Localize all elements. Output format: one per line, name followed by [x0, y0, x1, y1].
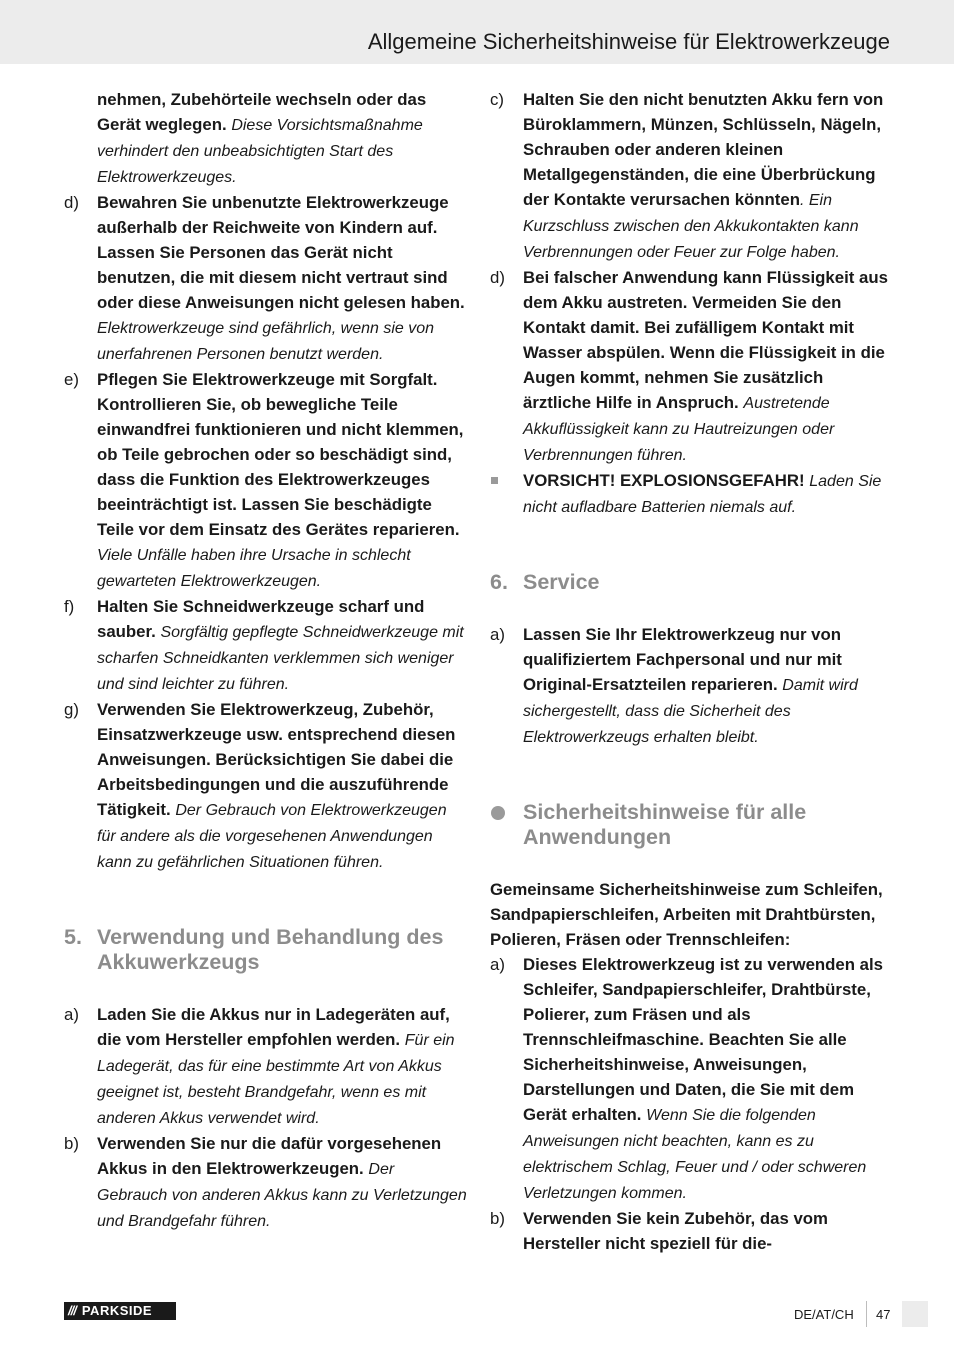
warning-italic-text: Laden Sie nicht aufladbare Batterien niemals auf.	[523, 473, 882, 516]
continued-bold-text: nehmen, Zubehörteile wechseln oder das Gerät weglegen.	[97, 90, 427, 134]
page-number: 47	[876, 1307, 891, 1322]
item-bold-text: Halten Sie Schneidwerkzeuge scharf und sauber.	[97, 597, 425, 641]
warning-item	[490, 468, 894, 520]
footer-tab	[902, 1301, 928, 1327]
section-all-heading	[490, 800, 894, 850]
list-item-g	[64, 697, 468, 875]
item-italic-text: Elektrowerkzeuge sind gefährlich, wenn sie von unerfahrenen Personen benutzt werden.	[97, 320, 435, 363]
list-item-d	[64, 190, 468, 367]
item-bold-text: Dieses Elektrowerkzeug ist zu verwenden als Schleifer, Sandpapierschleifer, Drahtbürste, Polierer, zum Fräsen und als Trennschleifmaschine. Beachten Sie alle Sicherheitshinweise, Anweisungen, Darstellungen und Daten, die Sie mit dem Gerät erhalten.	[523, 955, 884, 1124]
continued-italic-text: Diese Vorsichtsmaßnahme verhindert den unbeabsichtigten Start des Elektrowerkzeuges.	[97, 117, 423, 186]
list-item-6a	[490, 622, 894, 750]
parkside-logo	[64, 1302, 176, 1320]
item-italic-text: Der Gebrauch von Elektrowerkzeugen für andere als die vorgesehenen Anwendungen kann zu gefährlichen Situationen führen.	[97, 802, 447, 871]
item-label: a)	[490, 955, 505, 974]
section-lead: Gemeinsame Sicherheitshinweise zum Schleifen, Sandpapierschleifen, Arbeiten mit Drahtbürsten, Polieren, Fräsen oder Trennschleifen:	[490, 880, 883, 949]
item-label: d)	[490, 268, 505, 287]
footer-divider	[866, 1301, 867, 1327]
item-bold-text: Laden Sie die Akkus nur in Ladegeräten auf, die vom Hersteller empfohlen werden.	[97, 1005, 450, 1049]
item-label: e)	[64, 370, 79, 389]
item-label: c)	[490, 90, 504, 109]
item-label: d)	[64, 193, 79, 212]
item-label: a)	[490, 625, 505, 644]
item-bold-text: Halten Sie den nicht benutzten Akku fern von Büroklammern, Münzen, Schlüsseln, Nägeln, Schrauben oder anderen kleinen Metallgegenständen, die eine Überbrückung der Kontakte verursachen könnten	[523, 90, 884, 209]
item-bold-text: Verwenden Sie nur die dafür vorgesehenen Akkus in den Elektrowerkzeugen.	[97, 1134, 442, 1178]
section-number: 5.	[64, 925, 82, 949]
section-title: Verwendung und Behandlung des Akkuwerkzeugs	[97, 925, 444, 974]
list-item-all-b	[490, 1206, 894, 1256]
item-label: g)	[64, 700, 79, 719]
item-bold-text: Verwenden Sie Elektrowerkzeug, Zubehör, Einsatzwerkzeuge usw. entsprechend diesen Anweisungen. Berücksichtigen Sie dabei die Arbeitsbedingungen und die auszuführende Tätigkeit.	[97, 700, 456, 819]
item-label: b)	[490, 1209, 505, 1228]
circle-bullet-icon	[491, 806, 505, 820]
right-column	[490, 87, 894, 1256]
item-label: b)	[64, 1134, 79, 1153]
language-code: DE/AT/CH	[794, 1307, 854, 1322]
item-bold-text: Bewahren Sie unbenutzte Elektrowerkzeuge außerhalb der Reichweite von Kindern auf. Lassen Sie Personen das Gerät nicht benutzen, die mit diesem nicht vertraut sind oder diese Anweisungen nicht gelesen haben.	[97, 193, 465, 312]
continued-paragraph	[64, 87, 468, 190]
list-item-5b	[64, 1131, 468, 1234]
item-italic-text: Der Gebrauch von anderen Akkus kann zu Verletzungen und Brandgefahr führen.	[97, 1161, 467, 1230]
left-column	[64, 87, 468, 1234]
list-item-all-a	[490, 952, 894, 1206]
item-italic-text: . Ein Kurzschluss zwischen den Akkukontakten kann Verbrennungen oder Feuer zur Folge haben.	[523, 192, 859, 261]
warning-bold-text: VORSICHT! EXPLOSIONSGEFAHR!	[523, 471, 805, 490]
section-5-heading	[64, 925, 468, 975]
logo-slashes: ///	[68, 1303, 76, 1318]
section-number: 6.	[490, 570, 508, 594]
item-bold-text: Lassen Sie Ihr Elektrowerkzeug nur von qualifiziertem Fachpersonal und nur mit Original-Ersatzteilen reparieren.	[523, 625, 842, 694]
page-title: Allgemeine Sicherheitshinweise für Elektrowerkzeuge	[367, 29, 890, 54]
logo-brand: PARKSIDE	[81, 1303, 153, 1318]
item-italic-text: Damit wird sichergestellt, dass die Sicherheit des Elektrowerkzeugs erhalten bleibt.	[523, 677, 858, 746]
list-item-d	[490, 265, 894, 468]
item-italic-text: Austretende Akkuflüssigkeit kann zu Hautreizungen oder Verbrennungen führen.	[523, 395, 835, 464]
item-italic-text: Für ein Ladegerät, das für eine bestimmte Art von Akkus geeignet ist, besteht Brandgefahr, wenn es mit anderen Akkus verwendet wird.	[97, 1032, 455, 1127]
section-title: Service	[523, 570, 600, 594]
square-bullet-icon	[491, 477, 498, 484]
item-bold-text: Pflegen Sie Elektrowerkzeuge mit Sorgfalt. Kontrollieren Sie, ob bewegliche Teile einwandfrei funktionieren und nicht klemmen, ob Teile gebrochen oder so beschädigt sind, dass die Funktion des Elektrowerkzeuges beeinträchtigt ist. Lassen Sie beschädigte Teile vor dem Einsatz des Gerätes reparieren.	[97, 370, 464, 539]
list-item-f	[64, 594, 468, 697]
section-title: Sicherheitshinweise für alle Anwendungen	[523, 800, 807, 849]
item-bold-text: Bei falscher Anwendung kann Flüssigkeit aus dem Akku austreten. Vermeiden Sie den Kontakt damit. Bei zufälligem Kontakt mit Wasser abspülen. Wenn die Flüssigkeit in die Augen kommt, nehmen Sie zusätzlich ärztliche Hilfe in Anspruch.	[523, 268, 888, 412]
item-label: a)	[64, 1005, 79, 1024]
item-italic-text: Wenn Sie die folgenden Anweisungen nicht beachten, kann es zu elektrischem Schlag, Feuer und / oder schweren Verletzungen kommen.	[523, 1107, 867, 1202]
list-item-e	[64, 367, 468, 594]
item-label: f)	[64, 597, 75, 616]
list-item-5a	[64, 1002, 468, 1131]
item-italic-text: Sorgfältig gepflegte Schneidwerkzeuge mit scharfen Schneidkanten verklemmen sich weniger und sind leichter zu führen.	[97, 624, 464, 693]
section-6-heading	[490, 570, 894, 595]
list-item-c	[490, 87, 894, 265]
item-bold-text: Verwenden Sie kein Zubehör, das vom Hersteller nicht speziell für die-	[523, 1209, 828, 1253]
item-italic-text: Viele Unfälle haben ihre Ursache in schlecht gewarteten Elektrowerkzeugen.	[97, 547, 411, 590]
